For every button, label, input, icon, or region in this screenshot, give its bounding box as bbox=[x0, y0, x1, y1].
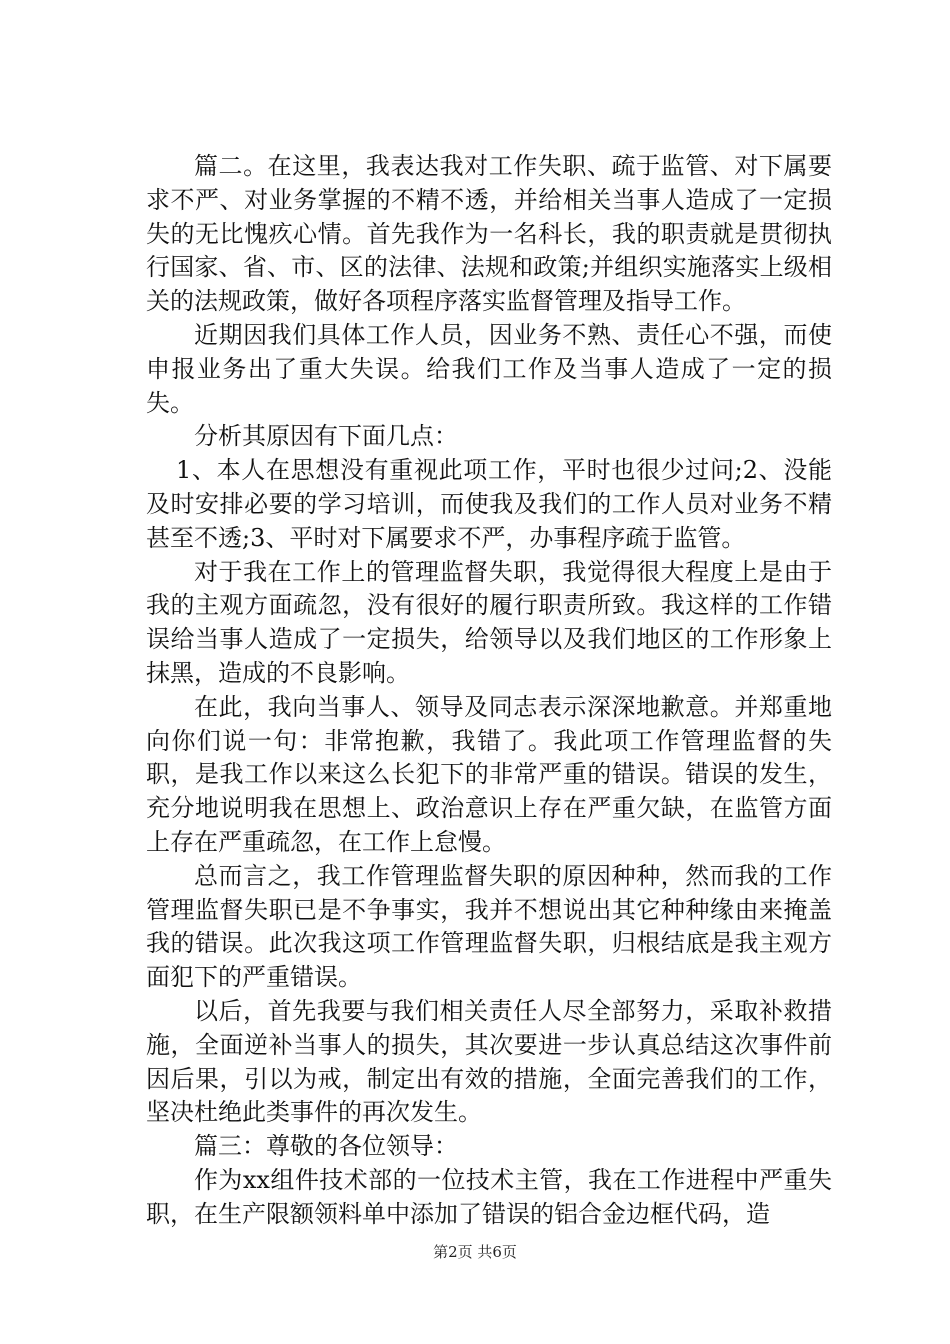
paragraph-5: 对于我在工作上的管理监督失职，我觉得很大程度上是由于我的主观方面疏忽，没有很好的履行职责所致。我这样的工作错误给当事人造成了一定损失，给领导以及我们地区的工作形象上抹黑，造成的不良影响。 bbox=[146, 557, 832, 687]
paragraph-10: 作为xx组件技术部的一位技术主管，我在工作进程中严重失职，在生产限额领料单中添加了错误的铝合金边框代码，造 bbox=[146, 1165, 832, 1228]
page-number-footer: 第2页 共6页 bbox=[433, 1243, 517, 1261]
document-body bbox=[146, 150, 832, 1232]
paragraph-9: 篇三：尊敬的各位领导： bbox=[194, 1132, 458, 1161]
paragraph-7: 总而言之，我工作管理监督失职的原因种种，然而我的工作管理监督失职已是不争事实，我并不想说出其它种种缘由来掩盖我的错误。此次我这项工作管理监督失职，归根结底是我主观方面犯下的严重错误。 bbox=[146, 861, 832, 992]
paragraph-4: 1、本人在思想没有重视此项工作，平时也很少过问;2、没能及时安排必要的学习培训，而使我及我们的工作人员对业务不精甚至不透;3、平时对下属要求不严，办事程序疏于监管。 bbox=[146, 456, 832, 552]
paragraph-8: 以后，首先我要与我们相关责任人尽全部努力，采取补救措施，全面逆补当事人的损失，其次要进一步认真总结这次事件前因后果，引以为戒，制定出有效的措施，全面完善我们的工作，坚决杜绝此类事件的再次发生。 bbox=[146, 996, 832, 1127]
paragraph-2: 近期因我们具体工作人员，因业务不熟、责任心不强，而使申报业务出了重大失误。给我们工作及当事人造成了一定的损失。 bbox=[146, 320, 832, 417]
paragraph-1: 篇二。在这里，我表达我对工作失职、疏于监管、对下属要求不严、对业务掌握的不精不透，并给相关当事人造成了一定损失的无比愧疚心情。首先我作为一名科长，我的职责就是贯彻执行国家、省、市、区的法律、法规和政策;并组织实施落实上级相关的法规政策，做好各项程序落实监督管理及指导工作。 bbox=[146, 152, 832, 316]
paragraph-6: 在此，我向当事人、领导及同志表示深深地歉意。并郑重地向你们说一句：非常抱歉，我错了。我此项工作管理监督的失职，是我工作以来这么长犯下的非常严重的错误。错误的发生，充分地说明我在思想上、政治意识上存在严重欠缺，在监管方面上存在严重疏忽，在工作上怠慢。 bbox=[146, 692, 832, 856]
paragraph-3: 分析其原因有下面几点： bbox=[194, 422, 458, 451]
